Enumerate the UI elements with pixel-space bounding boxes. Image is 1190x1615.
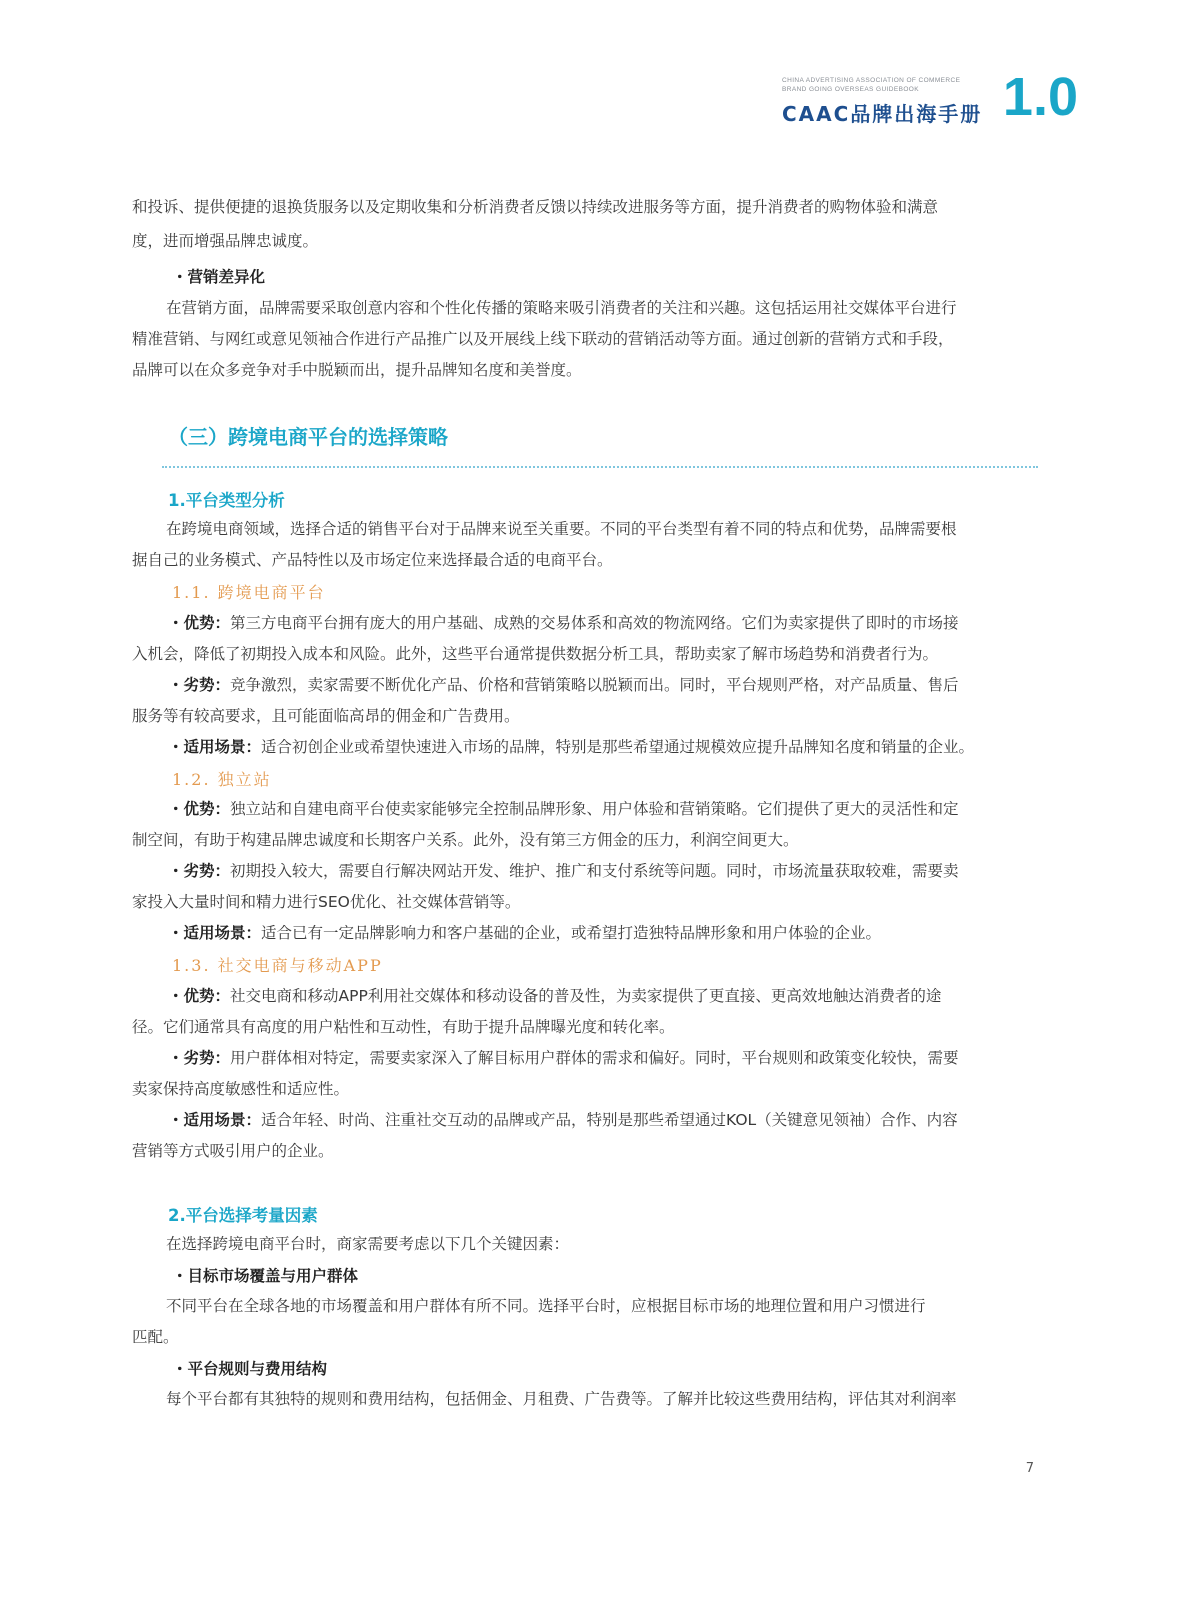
paragraph-line: 服务等有较高要求，且可能面临高昂的佣金和广告费用。 — [132, 707, 520, 725]
disadvantage-line — [168, 673, 959, 697]
bullet-heading-text: 平台规则与费用结构 — [187, 1360, 328, 1378]
paragraph-line: 不同平台在全球各地的市场覆盖和用户群体有所不同。选择平台时，应根据目标市场的地理位置和用户习惯进行 — [166, 1297, 926, 1315]
section-title: （三）跨境电商平台的选择策略 — [168, 425, 448, 449]
paragraph-line: 卖家保持高度敏感性和适应性。 — [132, 1080, 350, 1098]
scenario-line — [168, 1108, 958, 1132]
paragraph-line: 家投入大量时间和精力进行SEO优化、社交媒体营销等。 — [132, 893, 521, 911]
scenario-label: 适用场景： — [183, 1111, 262, 1129]
bullet-icon: ・ — [172, 268, 188, 286]
bullet-icon: ・ — [168, 862, 184, 880]
advantage-line — [168, 984, 941, 1008]
logo-subtitle-2: BRAND GOING OVERSEAS GUIDEBOOK — [782, 86, 919, 93]
bullet-icon: ・ — [168, 614, 184, 632]
platform-title: 1.3. 社交电商与移动APP — [172, 956, 383, 975]
scenario-label: 适用场景： — [183, 738, 262, 756]
logo-version: 1.0 — [1002, 67, 1078, 127]
advantage-line — [168, 797, 959, 821]
disadvantage-label: 劣势： — [183, 1049, 231, 1067]
bullet-icon: ・ — [172, 1267, 188, 1285]
disadvantage-label: 劣势： — [183, 862, 231, 880]
paragraph-line: 每个平台都有其独特的规则和费用结构，包括佣金、月租费、广告费等。了解并比较这些费用结构，评估其对利润率 — [166, 1390, 957, 1408]
paragraph-line: 据自己的业务模式、产品特性以及市场定位来选择最合适的电商平台。 — [132, 551, 613, 569]
paragraph-line: 径。它们通常具有高度的用户粘性和互动性，有助于提升品牌曝光度和转化率。 — [132, 1018, 675, 1036]
disadvantage-text: 用户群体相对特定，需要卖家深入了解目标用户群体的需求和偏好。同时，平台规则和政策变化较快，需要 — [230, 1049, 959, 1067]
advantage-text: 第三方电商平台拥有庞大的用户基础、成熟的交易体系和高效的物流网络。它们为卖家提供了即时的市场接 — [230, 614, 959, 632]
paragraph-line: 在选择跨境电商平台时，商家需要考虑以下几个关键因素： — [166, 1235, 570, 1253]
paragraph-line: 品牌可以在众多竞争对手中脱颖而出，提升品牌知名度和美誉度。 — [132, 361, 582, 379]
bullet-icon: ・ — [168, 1111, 184, 1129]
advantage-text: 独立站和自建电商平台使卖家能够完全控制品牌形象、用户体验和营销策略。它们提供了更大的灵活性和定 — [230, 800, 959, 818]
paragraph-line: 匹配。 — [132, 1328, 179, 1346]
bullet-icon: ・ — [168, 987, 184, 1005]
paragraph-line: 在营销方面，品牌需要采取创意内容和个性化传播的策略来吸引消费者的关注和兴趣。这包括运用社交媒体平台进行 — [166, 299, 957, 317]
bullet-icon: ・ — [168, 676, 184, 694]
bullet-heading-text: 目标市场覆盖与用户群体 — [187, 1267, 359, 1285]
paragraph-line: 在跨境电商领域，选择合适的销售平台对于品牌来说至关重要。不同的平台类型有着不同的特点和优势，品牌需要根 — [166, 520, 957, 538]
header-logo — [778, 67, 1078, 128]
page-number: 7 — [1025, 1461, 1034, 1476]
scenario-text: 适合已有一定品牌影响力和客户基础的企业，或希望打造独特品牌形象和用户体验的企业。 — [261, 924, 882, 942]
scenario-label: 适用场景： — [183, 924, 262, 942]
platform-title: 1.1. 跨境电商平台 — [172, 583, 326, 602]
platform-title: 1.2. 独立站 — [172, 770, 272, 789]
bullet-heading-text: 营销差异化 — [187, 268, 266, 286]
bullet-icon: ・ — [168, 738, 184, 756]
subsection-title: 1.平台类型分析 — [168, 491, 285, 510]
logo-title: CAAC品牌出海手册 — [782, 102, 983, 126]
advantage-label: 优势： — [183, 987, 231, 1005]
disadvantage-line — [168, 859, 959, 883]
disadvantage-text: 初期投入较大，需要自行解决网站开发、维护、推广和支付系统等问题。同时，市场流量获取较难，需要卖 — [230, 862, 959, 880]
paragraph-line: 度，进而增强品牌忠诚度。 — [132, 232, 319, 250]
paragraph-line: 制空间，有助于构建品牌忠诚度和长期客户关系。此外，没有第三方佣金的压力，利润空间更大。 — [132, 831, 799, 849]
bullet-icon: ・ — [168, 924, 184, 942]
disadvantage-label: 劣势： — [183, 676, 231, 694]
bullet-heading-marketing — [172, 265, 265, 289]
section-divider — [162, 466, 1038, 468]
bullet-heading-market — [172, 1264, 358, 1288]
logo-subtitle-1: CHINA ADVERTISING ASSOCIATION OF COMMERCE — [782, 77, 961, 84]
scenario-line — [168, 921, 881, 945]
paragraph-line: 精准营销、与网红或意见领袖合作进行产品推广以及开展线上线下联动的营销活动等方面。通过创新的营销方式和手段， — [132, 330, 954, 348]
bullet-icon: ・ — [168, 800, 184, 818]
paragraph-line: 和投诉、提供便捷的退换货服务以及定期收集和分析消费者反馈以持续改进服务等方面，提升消费者的购物体验和满意 — [132, 198, 939, 216]
scenario-text: 适合初创企业或希望快速进入市场的品牌，特别是那些希望通过规模效应提升品牌知名度和销量的企业。 — [261, 738, 975, 756]
scenario-line — [168, 735, 974, 759]
scenario-text: 适合年轻、时尚、注重社交互动的品牌或产品，特别是那些希望通过KOL（关键意见领袖）合作、内容 — [261, 1111, 958, 1129]
advantage-label: 优势： — [183, 614, 231, 632]
bullet-icon: ・ — [172, 1360, 188, 1378]
advantage-line — [168, 611, 959, 635]
advantage-label: 优势： — [183, 800, 231, 818]
bullet-heading-rules — [172, 1357, 327, 1381]
paragraph-line: 入机会，降低了初期投入成本和风险。此外，这些平台通常提供数据分析工具，帮助卖家了解市场趋势和消费者行为。 — [132, 645, 939, 663]
bullet-icon: ・ — [168, 1049, 184, 1067]
subsection-title: 2.平台选择考量因素 — [168, 1206, 318, 1225]
disadvantage-text: 竞争激烈，卖家需要不断优化产品、价格和营销策略以脱颖而出。同时，平台规则严格，对产品质量、售后 — [230, 676, 959, 694]
disadvantage-line — [168, 1046, 959, 1070]
paragraph-line: 营销等方式吸引用户的企业。 — [132, 1142, 334, 1160]
advantage-text: 社交电商和移动APP利用社交媒体和移动设备的普及性，为卖家提供了更直接、更高效地触达消费者的途 — [230, 987, 942, 1005]
